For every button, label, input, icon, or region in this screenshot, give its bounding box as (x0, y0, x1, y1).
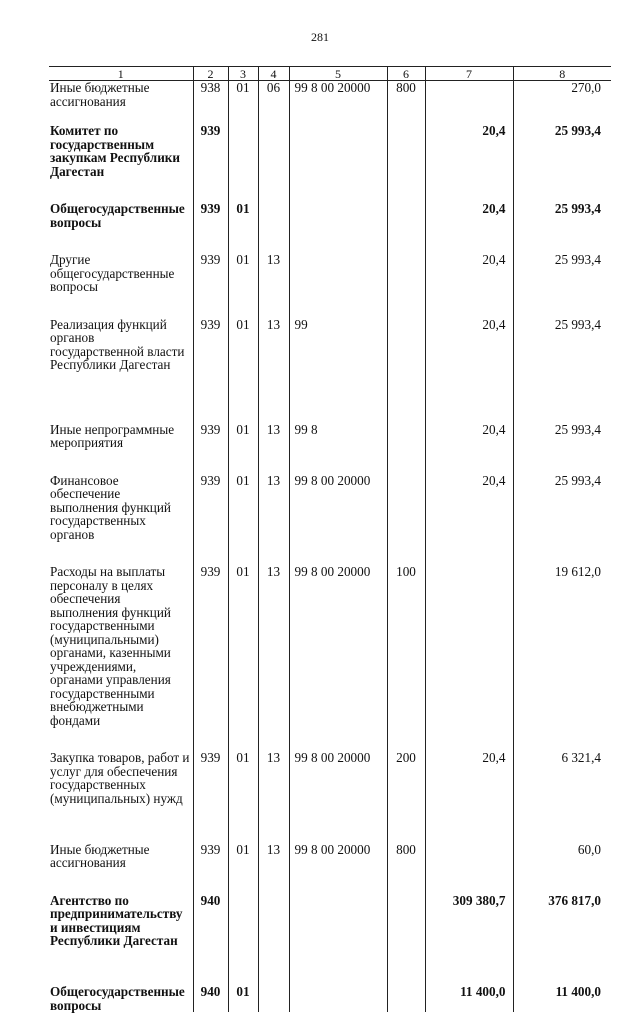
row-section-cell: 01 (228, 253, 258, 318)
row-name-cell: Закупка товаров, работ и услуг для обеспечения государственных (муниципальных) нужд (50, 750, 190, 806)
row-type-cell: 100 (387, 565, 425, 751)
row-type-cell (387, 985, 425, 1012)
row-name-cell: Расходы на выплаты персоналу в целях обеспечения выполнения функций государственными (муниципальными) органами, казенными учреждениями, органами управления государственными внебюджетными фондами (50, 564, 171, 728)
row-target-cell: 99 8 00 20000 (289, 474, 387, 566)
row-type-cell (387, 474, 425, 566)
row-section-cell: 01 (228, 565, 258, 751)
row-total-cell: 25 993,4 (513, 202, 611, 253)
row-total-cell: 25 993,4 (513, 124, 611, 202)
row-total-cell: 270,0 (513, 81, 611, 125)
row-name-cell: Агентство по предпринимательству и инвестициям Республики Дагестан (50, 892, 183, 948)
row-target-cell (289, 253, 387, 318)
row-total-cell: 25 993,4 (513, 318, 611, 423)
header-cell: 7 (425, 67, 513, 81)
row-amount-cell (425, 843, 513, 894)
row-code-cell: 939 (193, 202, 228, 253)
row-target-cell: 99 8 00 20000 (289, 751, 387, 843)
table-row (49, 474, 611, 566)
row-name-cell: Иные бюджетные ассигнования (50, 80, 150, 109)
row-name-cell: Общегосударственные вопросы (50, 201, 185, 230)
row-amount-cell: 20,4 (425, 474, 513, 566)
row-section-cell: 01 (228, 81, 258, 125)
row-subsection-cell: 13 (258, 565, 289, 751)
row-type-cell (387, 318, 425, 423)
table-row (49, 751, 611, 843)
row-code-cell: 939 (193, 124, 228, 202)
header-cell: 2 (193, 67, 228, 81)
row-name-cell: Комитет по государственным закупкам Республики Дагестан (50, 123, 180, 179)
row-target-cell (289, 124, 387, 202)
row-code-cell: 938 (193, 81, 228, 125)
header-cell: 4 (258, 67, 289, 81)
row-section-cell: 01 (228, 474, 258, 566)
row-total-cell: 60,0 (513, 843, 611, 894)
table-body (49, 81, 611, 1013)
header-cell: 1 (49, 67, 193, 81)
row-type-cell (387, 423, 425, 474)
row-code-cell: 939 (193, 751, 228, 843)
row-total-cell: 25 993,4 (513, 423, 611, 474)
row-amount-cell (425, 81, 513, 125)
row-subsection-cell: 13 (258, 318, 289, 423)
row-section-cell: 01 (228, 751, 258, 843)
row-type-cell (387, 894, 425, 986)
budget-table (49, 66, 611, 1012)
row-subsection-cell: 13 (258, 423, 289, 474)
page-number: 281 (311, 30, 329, 44)
row-section-cell: 01 (228, 202, 258, 253)
row-code-cell: 940 (193, 985, 228, 1012)
header-cell: 6 (387, 67, 425, 81)
table-row (49, 423, 611, 474)
row-type-cell: 200 (387, 751, 425, 843)
row-amount-cell: 20,4 (425, 253, 513, 318)
row-subsection-cell (258, 985, 289, 1012)
row-target-cell (289, 985, 387, 1012)
row-type-cell (387, 253, 425, 318)
row-subsection-cell: 13 (258, 253, 289, 318)
table-row (49, 894, 611, 986)
row-amount-cell: 11 400,0 (425, 985, 513, 1012)
row-code-cell: 939 (193, 253, 228, 318)
row-name-cell: Реализация функций органов государственной власти Республики Дагестан (50, 316, 185, 372)
header-cell: 3 (228, 67, 258, 81)
row-code-cell: 939 (193, 565, 228, 751)
row-target-cell: 99 (289, 318, 387, 423)
row-amount-cell: 20,4 (425, 751, 513, 843)
row-amount-cell: 20,4 (425, 124, 513, 202)
row-type-cell: 800 (387, 843, 425, 894)
row-name-cell: Общегосударственные вопросы (50, 984, 185, 1013)
row-amount-cell (425, 565, 513, 751)
row-code-cell: 939 (193, 474, 228, 566)
row-amount-cell: 309 380,7 (425, 894, 513, 986)
header-cell: 5 (289, 67, 387, 81)
table-row (49, 843, 611, 894)
row-name-cell: Иные бюджетные ассигнования (50, 841, 150, 870)
row-section-cell: 01 (228, 423, 258, 474)
row-subsection-cell: 13 (258, 474, 289, 566)
header-cell: 8 (513, 67, 611, 81)
table-row (49, 318, 611, 423)
row-section-cell: 01 (228, 843, 258, 894)
row-total-cell: 19 612,0 (513, 565, 611, 751)
row-total-cell: 11 400,0 (513, 985, 611, 1012)
row-name-cell: Другие общегосударственные вопросы (50, 252, 175, 294)
table-row (49, 124, 611, 202)
row-code-cell: 939 (193, 843, 228, 894)
row-total-cell: 25 993,4 (513, 253, 611, 318)
row-code-cell: 940 (193, 894, 228, 986)
row-name-cell: Иные непрограммные мероприятия (50, 421, 175, 450)
row-amount-cell: 20,4 (425, 423, 513, 474)
row-section-cell: 01 (228, 318, 258, 423)
table-row (49, 202, 611, 253)
table-row (49, 985, 611, 1012)
row-type-cell (387, 202, 425, 253)
row-subsection-cell (258, 124, 289, 202)
row-target-cell: 99 8 00 20000 (289, 81, 387, 125)
row-subsection-cell: 06 (258, 81, 289, 125)
row-name-cell: Финансовое обеспечение выполнения функций государственных органов (50, 472, 171, 542)
row-subsection-cell: 13 (258, 751, 289, 843)
row-subsection-cell: 13 (258, 843, 289, 894)
row-total-cell: 376 817,0 (513, 894, 611, 986)
row-code-cell: 939 (193, 318, 228, 423)
table-row (49, 565, 611, 751)
row-section-cell: 01 (228, 985, 258, 1012)
row-target-cell (289, 894, 387, 986)
table-row (49, 81, 611, 125)
row-target-cell: 99 8 (289, 423, 387, 474)
row-section-cell (228, 124, 258, 202)
row-target-cell (289, 202, 387, 253)
row-type-cell: 800 (387, 81, 425, 125)
row-target-cell: 99 8 00 20000 (289, 843, 387, 894)
header-row (49, 67, 611, 81)
row-target-cell: 99 8 00 20000 (289, 565, 387, 751)
row-subsection-cell (258, 894, 289, 986)
row-section-cell (228, 894, 258, 986)
table-row (49, 253, 611, 318)
row-total-cell: 25 993,4 (513, 474, 611, 566)
row-amount-cell: 20,4 (425, 318, 513, 423)
row-code-cell: 939 (193, 423, 228, 474)
row-amount-cell: 20,4 (425, 202, 513, 253)
row-total-cell: 6 321,4 (513, 751, 611, 843)
row-type-cell (387, 124, 425, 202)
row-subsection-cell (258, 202, 289, 253)
